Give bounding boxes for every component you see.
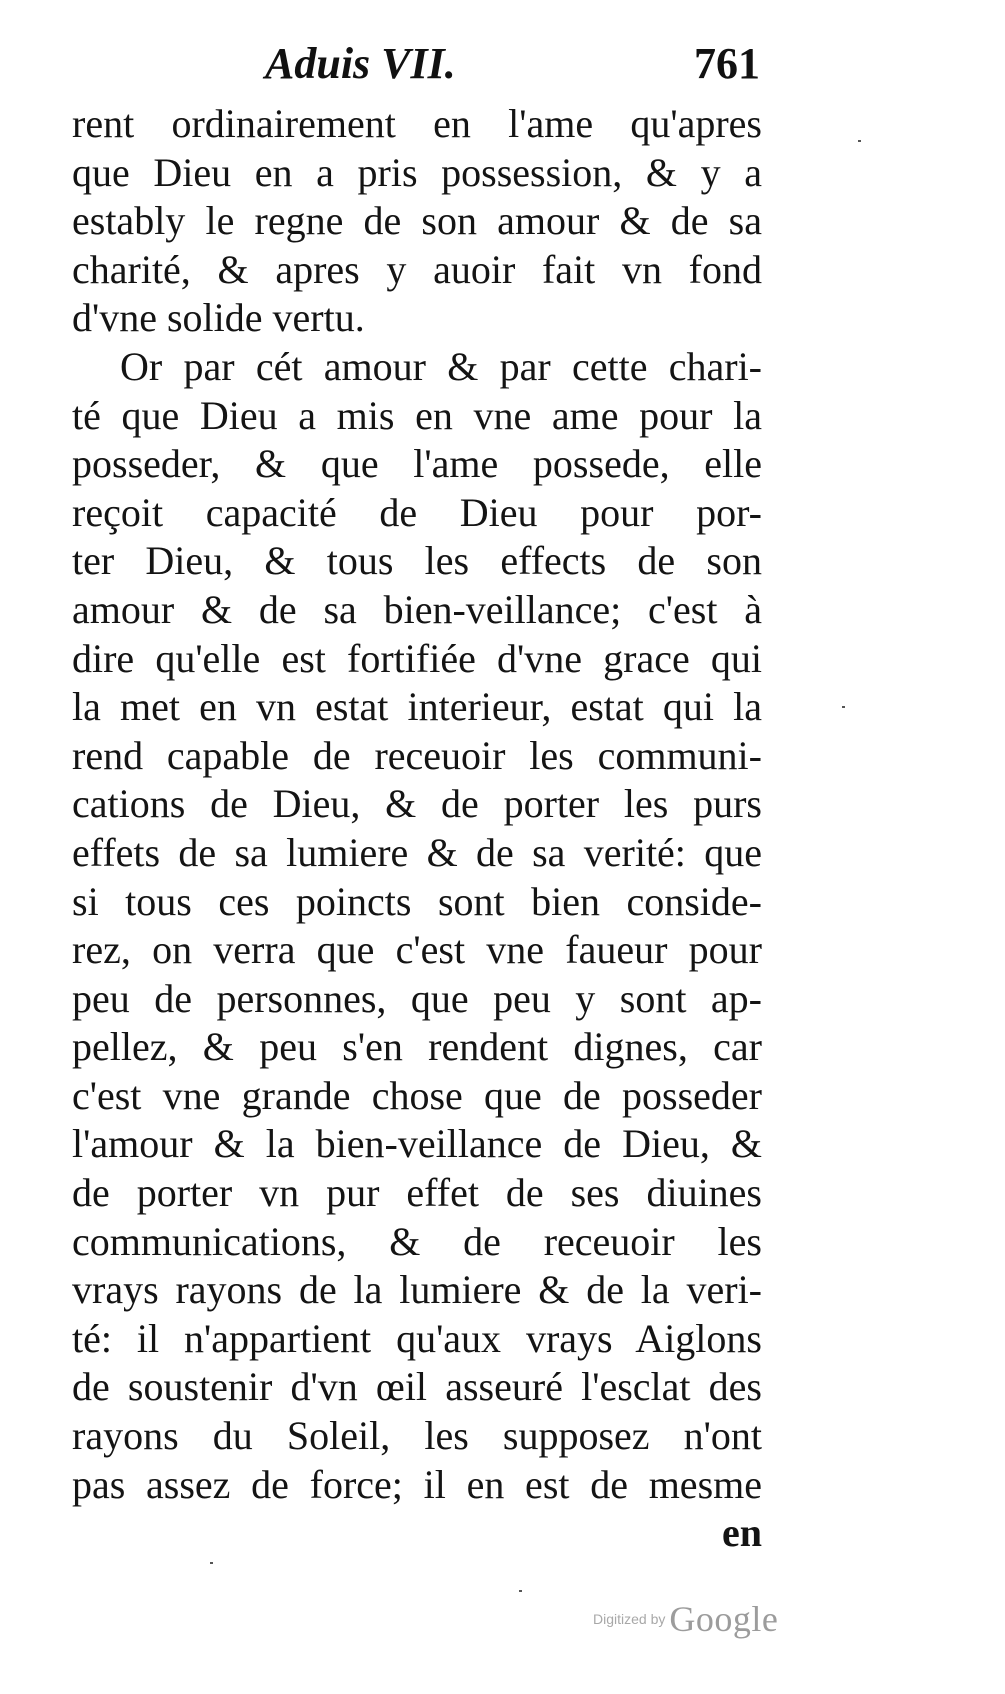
scan-speck: [519, 1590, 522, 1592]
text-line: té que Dieu a mis en vne ame pour la: [72, 392, 762, 438]
text-line: cations de Dieu, & de porter les purs: [72, 781, 762, 827]
text-line: peu de personnes, que peu y sont ap-: [72, 975, 762, 1021]
text-line: vrays rayons de la lumiere & de la veri-: [72, 1267, 762, 1313]
scan-speck: [858, 140, 861, 142]
watermark-brand: Google: [669, 1599, 779, 1639]
text-line: rend capable de receuoir les communi-: [72, 732, 762, 778]
text-line: rayons du Soleil, les supposez n'ont: [72, 1413, 762, 1459]
text-line: amour & de sa bien-veillance; c'est à: [72, 586, 762, 632]
text-line: effets de sa lumiere & de sa verité: que: [72, 829, 762, 875]
text-line: de soustenir d'vn œil asseuré l'esclat des: [72, 1364, 762, 1410]
text-line: si tous ces poincts sont bien conside-: [72, 878, 762, 924]
text-line: dire qu'elle est fortifiée d'vne grace qui: [72, 635, 762, 681]
page-number: 761: [694, 39, 760, 88]
body-text: [72, 100, 762, 1509]
text-line: pellez, & peu s'en rendent dignes, car: [72, 1024, 762, 1070]
text-line: estably le regne de son amour & de sa: [72, 198, 762, 244]
text-line: Or par cét amour & par cette chari-: [120, 343, 762, 389]
text-line: communications, & de receuoir les: [72, 1218, 762, 1264]
text-line: té: il n'appartient qu'aux vrays Aiglons: [72, 1315, 762, 1361]
text-line: reçoit capacité de Dieu pour por-: [72, 489, 762, 535]
scan-speck: [842, 706, 845, 708]
text-line: charité, & apres y auoir fait vn fond: [72, 246, 762, 292]
text-line: l'amour & la bien-veillance de Dieu, &: [72, 1121, 762, 1167]
text-line: ter Dieu, & tous les effects de son: [72, 538, 762, 584]
scan-speck: [210, 1562, 213, 1564]
watermark-prefix: Digitized by: [593, 1611, 666, 1627]
text-line: posseder, & que l'ame possede, elle: [72, 441, 762, 487]
text-line: rez, on verra que c'est vne faueur pour: [72, 927, 762, 973]
text-line: la met en vn estat interieur, estat qui la: [72, 684, 762, 730]
text-line: de porter vn pur effet de ses diuines: [72, 1170, 762, 1216]
text-line: d'vne solide vertu.: [72, 295, 365, 341]
text-line: pas assez de force; il en est de mesme: [72, 1461, 762, 1507]
digitization-watermark: [593, 1598, 778, 1648]
text-line: rent ordinairement en l'ame qu'apres: [72, 101, 762, 146]
running-head: [70, 34, 760, 94]
catchword: en: [722, 1510, 762, 1555]
text-line: que Dieu en a pris possession, & y a: [72, 149, 762, 195]
text-line: c'est vne grande chose que de posseder: [72, 1072, 762, 1118]
running-title: Aduis VII.: [265, 39, 456, 88]
